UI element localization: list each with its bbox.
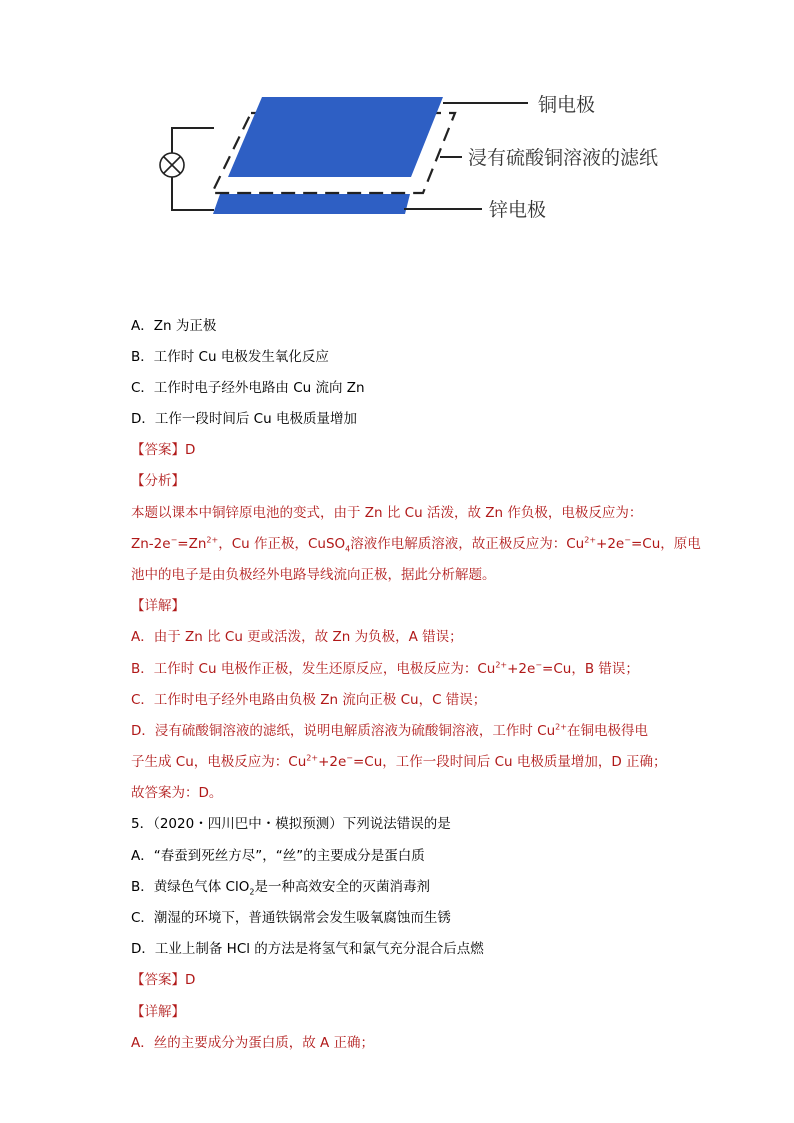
q5-answer (131, 970, 195, 990)
answer-value: D (185, 442, 196, 458)
copper-electrode (228, 97, 443, 177)
q4-detail-label: 【详解】 (131, 598, 185, 614)
q4-analysis-line-1: 本题以课本中铜锌原电池的变式，由于 Zn 比 Cu 活泼，故 Zn 作负极，电极反应为： (131, 505, 643, 521)
q4-option-c: C．工作时电子经外电路由 Cu 流向 Zn (131, 380, 365, 396)
q4-detail-a: A．由于 Zn 比 Cu 更或活泼，故 Zn 为负极，A 错误； (131, 629, 463, 645)
zinc-electrode (213, 194, 410, 214)
q5-option-a: A．“春蚕到死丝方尽”，“丝”的主要成分是蛋白质 (131, 848, 425, 864)
answer-value: D (185, 972, 196, 988)
label-copper-electrode: 铜电极 (538, 94, 596, 116)
q4-detail-c: C．工作时电子经外电路由负极 Zn 流向正极 Cu，C 错误； (131, 692, 487, 708)
q4-analysis-line-2: $Zn-2e^-=Zn^{2+}$，Cu 作正极，CuSO$_4$溶液作电解质溶液，故正极反应为：$Cu^{2+}+2e^-=Cu$，原电 (131, 535, 701, 554)
q4-option-d: D．工作一段时间后 Cu 电极质量增加 (131, 411, 357, 427)
q4-detail-d-2: 子生成 Cu，电极反应为：$Cu^{2+}+2e^-=Cu$，工作一段时间后 Cu 电极质量增加，D 正确； (131, 753, 667, 770)
q4-analysis-line-3: 池中的电子是由负极经外电路导线流向正极，据此分析解题。 (131, 567, 496, 583)
q5-option-c: C．潮湿的环境下，普通铁锅常会发生吸氧腐蚀而生锈 (131, 910, 451, 926)
galvanic-cell-diagram (0, 0, 794, 240)
answer-label: 【答案】 (131, 442, 185, 458)
q4-answer (131, 440, 195, 460)
q4-analysis-label: 【分析】 (131, 473, 185, 489)
q5-detail-a: A．丝的主要成分为蛋白质，故 A 正确； (131, 1035, 375, 1051)
q4-option-b: B．工作时 Cu 电极发生氧化反应 (131, 349, 329, 365)
answer-label: 【答案】 (131, 972, 185, 988)
label-zinc-electrode: 锌电极 (489, 199, 547, 221)
q4-option-a: A．Zn 为正极 (131, 318, 217, 334)
q4-detail-d-1: D．浸有硫酸铜溶液的滤纸，说明电解质溶液为硫酸铜溶液，工作时 $Cu^{2+}$在铜电极得电 (131, 722, 648, 739)
q5-detail-label: 【详解】 (131, 1004, 185, 1020)
q4-detail-b: B．工作时 Cu 电极作正极，发生还原反应，电极反应为：$Cu^{2+}+2e^-=Cu$，B 错误； (131, 660, 639, 677)
q5-option-b: B．黄绿色气体 ClO$_2$是一种高效安全的灭菌消毒剂 (131, 879, 430, 897)
q5-option-d: D．工业上制备 HCl 的方法是将氢气和氯气充分混合后点燃 (131, 941, 484, 957)
bulb-icon (160, 153, 184, 177)
q5-stem: 5．（2020・四川巴中・模拟预测）下列说法错误的是 (131, 816, 451, 832)
label-filter-paper: 浸有硫酸铜溶液的滤纸 (468, 147, 659, 169)
q4-detail-final: 故答案为：D。 (131, 785, 223, 801)
